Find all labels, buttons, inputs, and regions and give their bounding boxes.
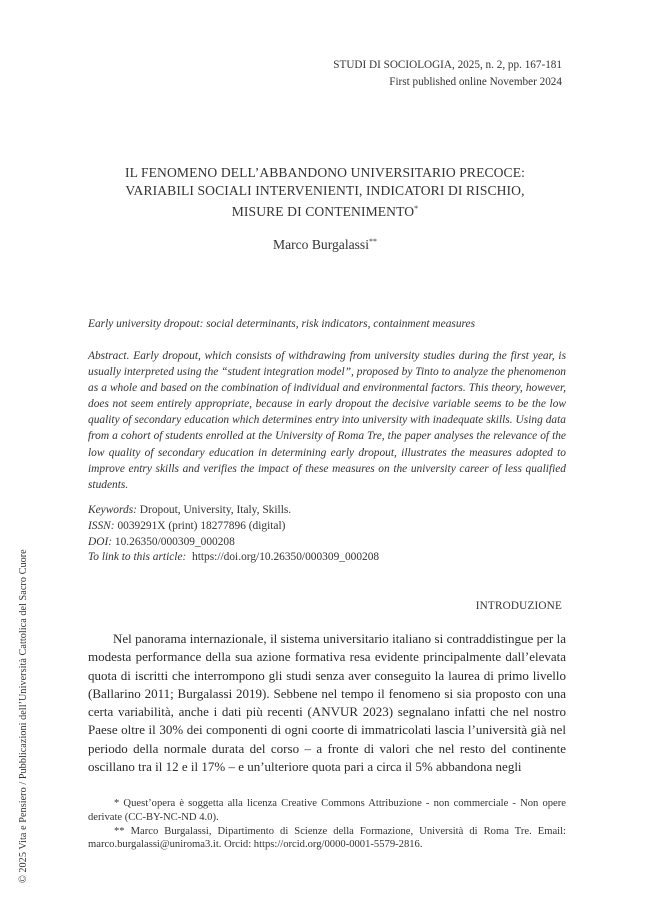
- journal-citation: STUDI DI SOCIOLOGIA, 2025, n. 2, pp. 167-181: [333, 59, 562, 71]
- doi-value[interactable]: 10.26350/000309_000208: [114, 535, 235, 548]
- doi-row: [88, 535, 379, 551]
- english-title: Early university dropout: social determinants, risk indicators, containment measures: [88, 318, 476, 330]
- issn-label: ISSN:: [88, 519, 115, 532]
- author-footnote-mark[interactable]: **: [369, 237, 378, 246]
- article-title: [88, 164, 562, 221]
- keywords-label: Keywords:: [88, 504, 137, 516]
- keywords-row: [88, 503, 379, 519]
- title-line-3: [88, 200, 562, 221]
- title-line-3-text: MISURE DI CONTENIMENTO: [231, 204, 415, 219]
- keywords-value: Dropout, University, Italy, Skills.: [139, 504, 292, 516]
- body-paragraph: Nel panorama internazionale, il sistema universitario italiano si contraddistingue per la modesta performance della sua azione formativa resa evidente principalmente dall’elevata quota di iscritti che interrompono gli studi senza aver conseguito la laurea di primo livello (Ballarino 2011; Burgalassi 2019). Sebbene nel tempo il fenomeno si sia proposto con una certa variabilità, anche i dati più recenti (ANVUR 2023) segnalano infatti che nel nostro Paese oltre il 30% dei componenti di ogni coorte di immatricolati lascia l’università già nel periodo della normale durata del corso – a fronte di valori che nel resto del continente oscillano tra il 12 e il 17% – e un’ulteriore quota pari a circa il 5% abbandona negli: [88, 631, 566, 775]
- footnotes: [88, 797, 566, 852]
- footnote-license: * Quest’opera è soggetta alla licenza Creative Commons Attribuzione - non commerciale - Non opere derivate (CC-BY-NC-ND 4.0).: [88, 798, 566, 823]
- doi-label: DOI:: [88, 535, 113, 548]
- section-heading: INTRODUZIONE: [475, 600, 562, 612]
- author-line: [88, 237, 562, 253]
- title-footnote-mark[interactable]: *: [414, 204, 419, 213]
- title-line-2: VARIABILI SOCIALI INTERVENIENTI, INDICATORI DI RISCHIO,: [125, 183, 525, 198]
- publication-date: First published online November 2024: [389, 76, 562, 88]
- link-label: To link to this article:: [88, 551, 187, 564]
- article-link[interactable]: https://doi.org/10.26350/000309_000208: [192, 551, 380, 564]
- article-metadata: [88, 503, 379, 566]
- abstract: Abstract. Early dropout, which consists of withdrawing from university studies during the first year, is usually interpreted using the “student integration model”, proposed by Tinto to analyze the phenomenon as a whole and based on the combination of individual and environmental factors. This theory, however, does not seem entirely appropriate, because in early dropout the decisive variable seems to be the low quality of secondary education which determines entry into university with inadequate skills. Using data from a cohort of students enrolled at the University of Roma Tre, the paper analyses the relevance of the low quality of secondary education in determining early dropout, illustrates the measures adopted to improve entry skills and verifies the impact of these measures on the university career of less qualified students.: [88, 350, 566, 491]
- author-name: Marco Burgalassi: [272, 237, 370, 252]
- footnote-author: ** Marco Burgalassi, Dipartimento di Scienze della Formazione, Università di Roma Tre. Email: marco.burgalassi@uniroma3.it. Orcid: https://orcid.org/0000-0001-5579-2816.: [88, 825, 566, 851]
- body-text: [88, 630, 566, 776]
- issn-value: 0039291X (print) 18277896 (digital): [117, 519, 286, 532]
- issn-row: [88, 519, 379, 535]
- running-header: [333, 57, 562, 91]
- side-copyright: © 2025 Vita e Pensiero / Pubblicazioni dell’Università Cattolica del Sacro Cuore: [18, 549, 29, 883]
- link-row: [88, 550, 379, 566]
- title-line-1: IL FENOMENO DELL’ABBANDONO UNIVERSITARIO PRECOCE:: [124, 165, 526, 180]
